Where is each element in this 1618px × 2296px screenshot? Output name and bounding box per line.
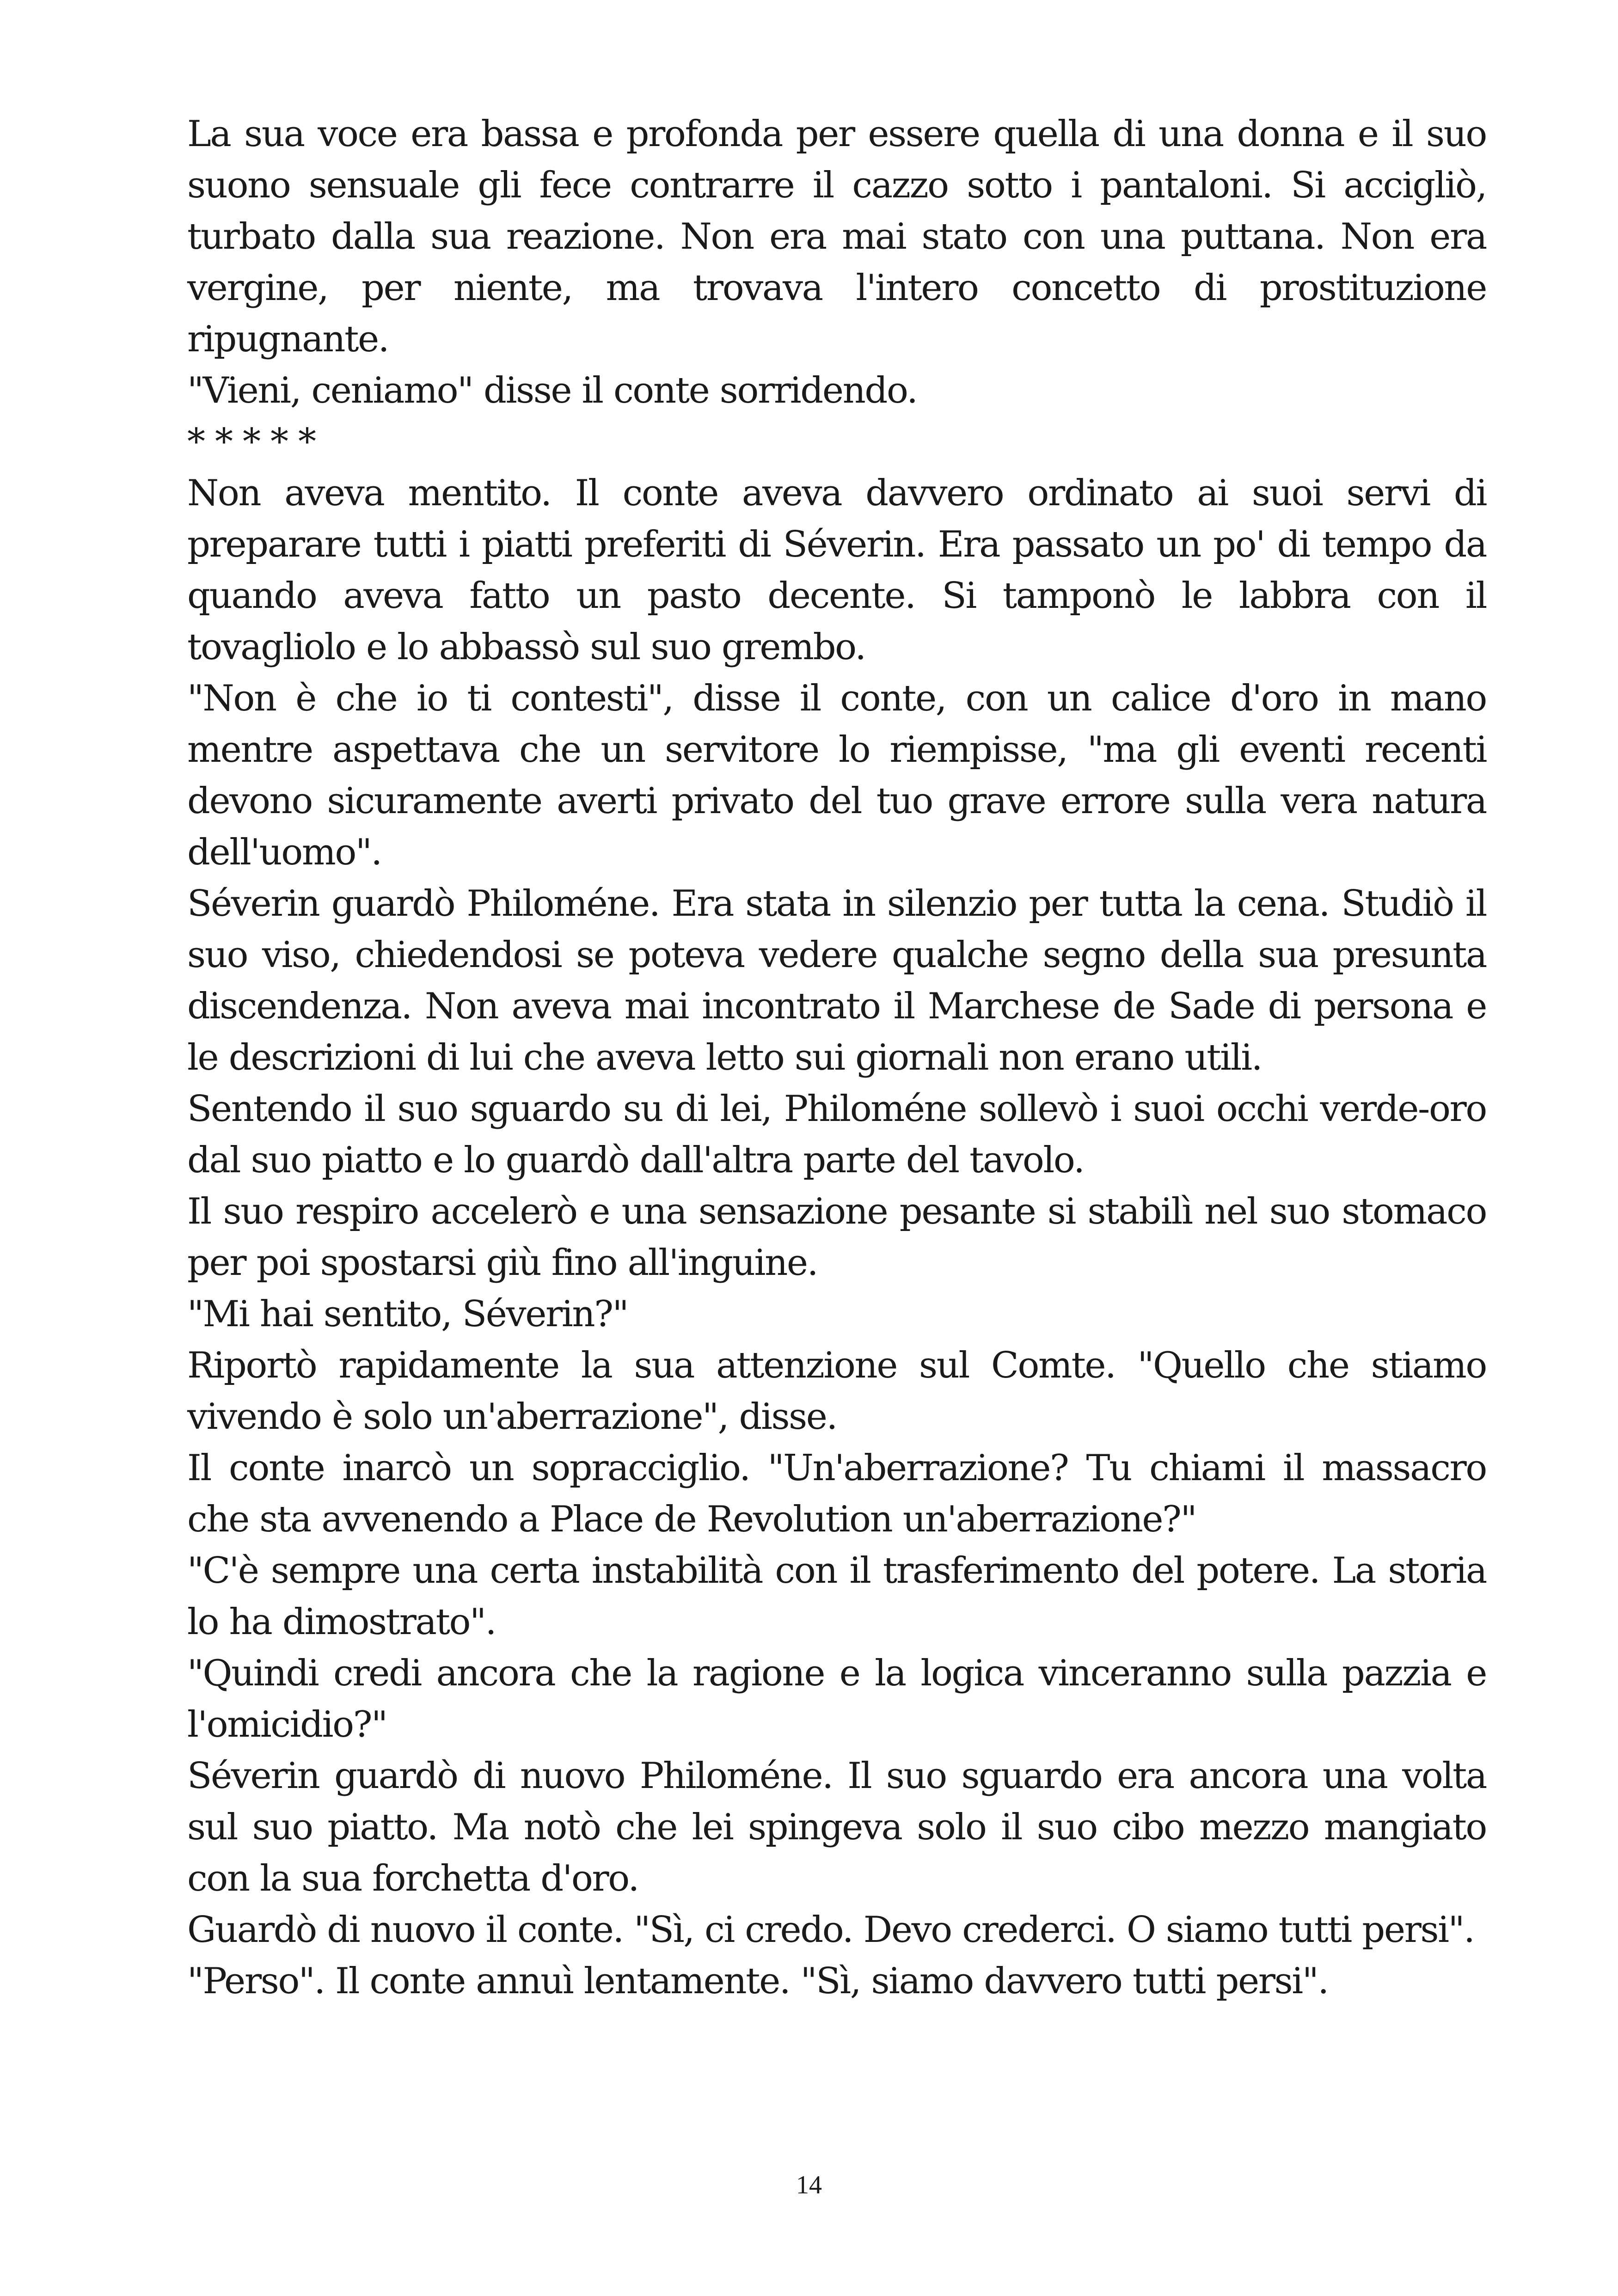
paragraph: La sua voce era bassa e profonda per essere quella di una donna e il suo suono sensuale gli fece contrarre il cazzo sotto i pantaloni. Si accigliò, turbato dalla sua reazione. Non era mai stato con una puttana. Non era vergine, per niente, ma trovava l'intero concetto di prostituzione ripugnante. xyxy=(187,113,1486,360)
paragraph: "C'è sempre una certa instabilità con il trasferimento del potere. La storia lo ha dimostrato". xyxy=(187,1550,1486,1643)
page-number: 14 xyxy=(796,2171,822,2199)
paragraph: Sentendo il suo sguardo su di lei, Philoméne sollevò i suoi occhi verde-oro dal suo piatto e lo guardò dall'altra parte del tavolo. xyxy=(187,1088,1486,1181)
paragraph: Il suo respiro accelerò e una sensazione pesante si stabilì nel suo stomaco per poi spostarsi giù fino all'inguine. xyxy=(187,1191,1486,1284)
paragraph: "Mi hai sentito, Séverin?" xyxy=(187,1293,628,1335)
scene-break: * * * * * xyxy=(187,421,315,463)
body-text xyxy=(187,109,1486,2007)
paragraph: "Non è che io ti contesti", disse il conte, con un calice d'oro in mano mentre aspettava che un servitore lo riempisse, "ma gli eventi recenti devono sicuramente averti privato del tuo grave errore sulla vera natura dell'uomo". xyxy=(187,678,1486,873)
paragraph: Non aveva mentito. Il conte aveva davvero ordinato ai suoi servi di preparare tutti i piatti preferiti di Séverin. Era passato un po' di tempo da quando aveva fatto un pasto decente. Si tamponò le labbra con il tovagliolo e lo abbassò sul suo grembo. xyxy=(187,472,1486,668)
paragraph: Séverin guardò Philoméne. Era stata in silenzio per tutta la cena. Studiò il suo viso, chiedendosi se poteva vedere qualche segno della sua presunta discendenza. Non aveva mai incontrato il Marchese de Sade di persona e le descrizioni di lui che aveva letto sui giornali non erano utili. xyxy=(187,883,1486,1078)
paragraph: Riportò rapidamente la sua attenzione sul Comte. "Quello che stiamo vivendo è solo un'aberrazione", disse. xyxy=(187,1345,1486,1438)
paragraph: "Quindi credi ancora che la ragione e la logica vinceranno sulla pazzia e l'omicidio?" xyxy=(187,1653,1486,1745)
paragraph: "Vieni, ceniamo" disse il conte sorridendo. xyxy=(187,370,917,411)
paragraph: "Perso". Il conte annuì lentamente. "Sì, siamo davvero tutti persi". xyxy=(187,1960,1328,2002)
paragraph: Il conte inarcò un sopracciglio. "Un'aberrazione? Tu chiami il massacro che sta avvenendo a Place de Revolution un'aberrazione?" xyxy=(187,1447,1486,1540)
paragraph: Séverin guardò di nuovo Philoméne. Il suo sguardo era ancora una volta sul suo piatto. Ma notò che lei spingeva solo il suo cibo mezzo mangiato con la sua forchetta d'oro. xyxy=(187,1755,1486,1899)
paragraph: Guardò di nuovo il conte. "Sì, ci credo. Devo crederci. O siamo tutti persi". xyxy=(187,1909,1474,1951)
